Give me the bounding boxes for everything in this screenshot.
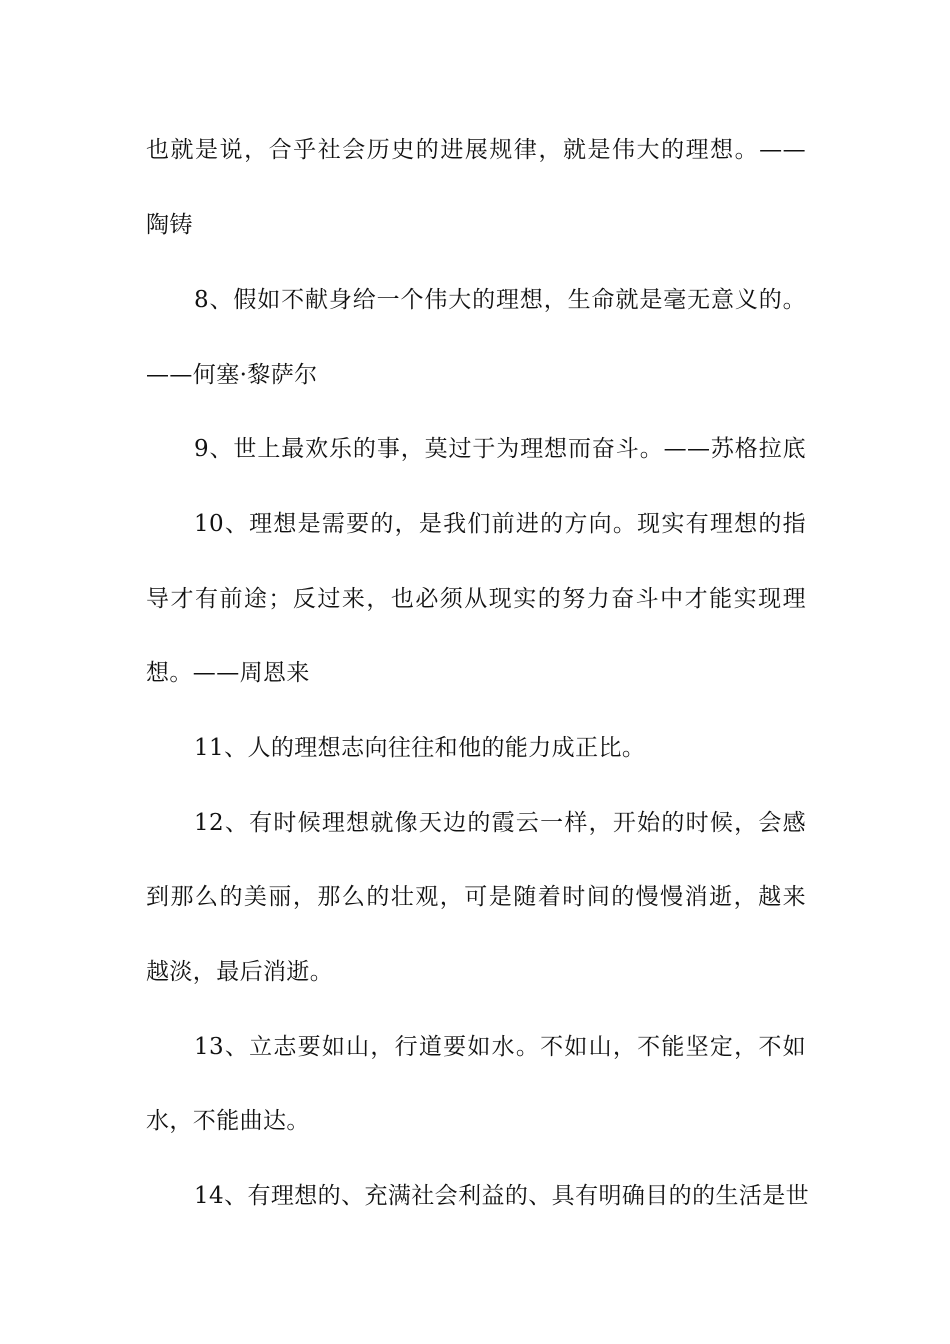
text-line: 9、世上最欢乐的事，莫过于为理想而奋斗。——苏格拉底 bbox=[194, 436, 806, 462]
text-line: 13、立志要如山，行道要如水。不如山，不能坚定，不如 bbox=[194, 1034, 806, 1060]
text-line: ——何塞·黎萨尔 bbox=[146, 362, 318, 388]
text-line: 水，不能曲达。 bbox=[146, 1108, 310, 1134]
text-line: 11、人的理想志向往往和他的能力成正比。 bbox=[194, 735, 646, 761]
text-line: 也就是说，合乎社会历史的进展规律，就是伟大的理想。—— bbox=[146, 137, 806, 163]
text-line: 8、假如不献身给一个伟大的理想，生命就是毫无意义的。 bbox=[194, 287, 806, 313]
text-line: 14、有理想的、充满社会利益的、具有明确目的的生活是世 bbox=[194, 1183, 810, 1209]
text-line: 越淡，最后消逝。 bbox=[146, 959, 334, 985]
text-line: 想。——周恩来 bbox=[146, 660, 310, 686]
text-line: 到那么的美丽，那么的壮观，可是随着时间的慢慢消逝，越来 bbox=[146, 884, 806, 910]
text-line: 陶铸 bbox=[146, 212, 193, 238]
text-line: 10、理想是需要的，是我们前进的方向。现实有理想的指 bbox=[194, 511, 806, 537]
text-line: 12、有时候理想就像天边的霞云一样，开始的时候，会感 bbox=[194, 810, 806, 836]
text-line: 导才有前途；反过来，也必须从现实的努力奋斗中才能实现理 bbox=[146, 586, 806, 612]
